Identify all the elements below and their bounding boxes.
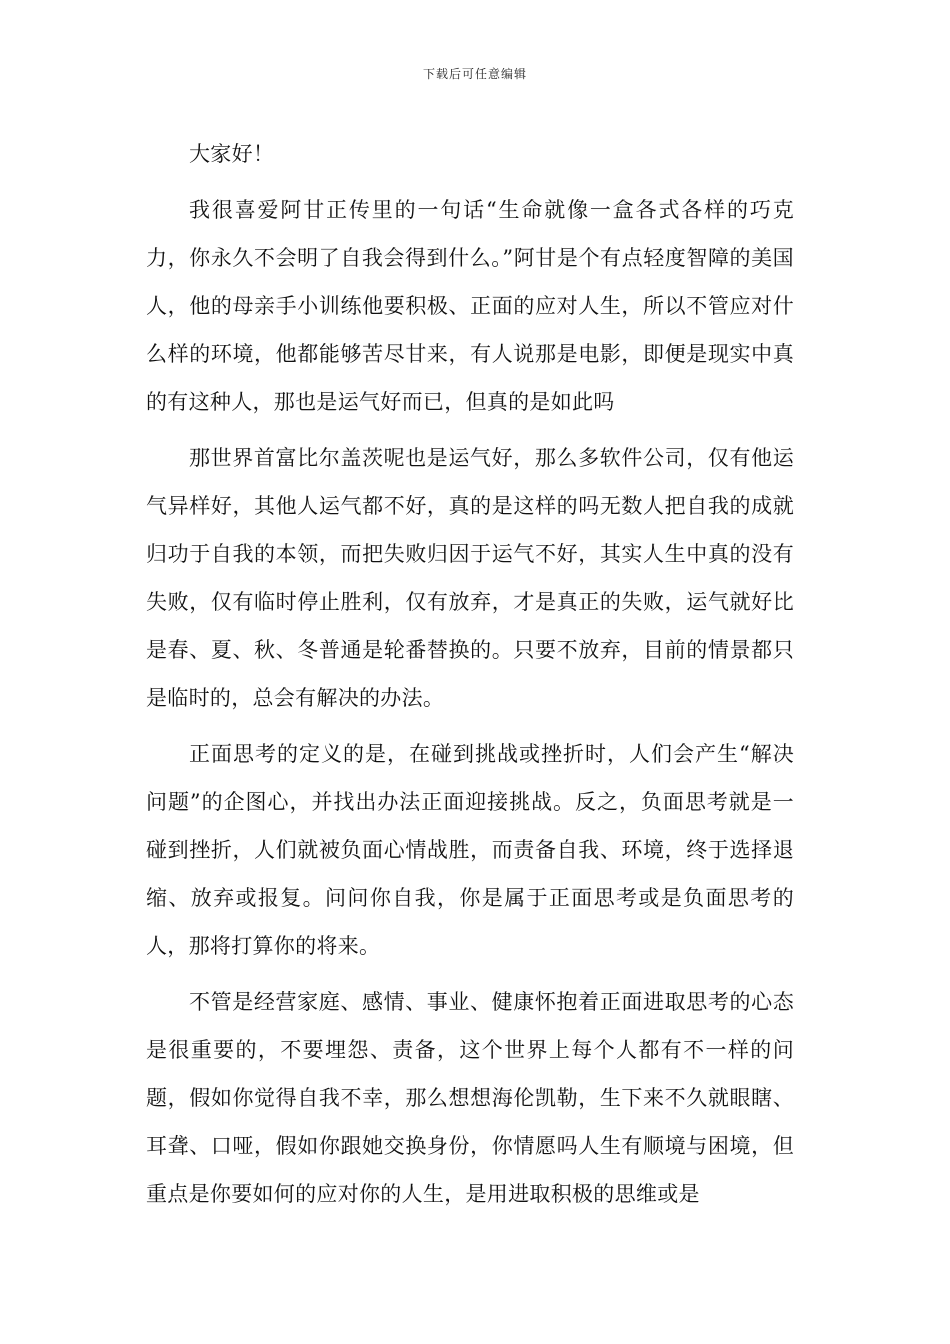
paragraph-mindset: 不管是经营家庭、感情、事业、健康怀抱着正面进取思考的心态是很重要的，不要埋怨、责备，这个世界上每个人都有不一样的问题，假如你觉得自我不幸，那么想想海伦凯勒，生下来不久就眼瞎、耳聋、口哑，假如你跟她交换身份，你情愿吗人生有顺境与困境，但重点是你要如何的应对你的人生，是用进取积极的思维或是 — [146, 990, 794, 1206]
paragraph-forrest-gump: 我很喜爱阿甘正传里的一句话“生命就像一盒各式各样的巧克力，你永久不会明了自我会得到什么。”阿甘是个有点轻度智障的美国人，他的母亲手小训练他要积极、正面的应对人生，所以不管应对什么样的环境，他都能够苦尽甘来，有人说那是电影，即便是现实中真的有这种人，那也是运气好而已，但真的是如此吗 — [146, 198, 794, 414]
page-header-note: 下载后可任意编辑 — [422, 67, 527, 81]
paragraph-greeting: 大家好！ — [189, 142, 275, 166]
paragraph-bill-gates: 那世界首富比尔盖茨呢也是运气好，那么多软件公司，仅有他运气异样好，其他人运气都不好，真的是这样的吗无数人把自我的成就归功于自我的本领，而把失败归因于运气不好，其实人生中真的没有失败，仅有临时停止胜利，仅有放弃，才是真正的失败，运气就好比是春、夏、秋、冬普通是轮番替换的。只要不放弃，目前的情景都只是临时的，总会有解决的办法。 — [146, 446, 794, 710]
paragraph-positive-thinking: 正面思考的定义的是，在碰到挑战或挫折时，人们会产生“解决问题”的企图心，并找出办法正面迎接挑战。反之，负面思考就是一碰到挫折，人们就被负面心情战胜，而责备自我、环境，终于选择退缩、放弃或报复。问问你自我，你是属于正面思考或是负面思考的人，那将打算你的将来。 — [146, 742, 794, 958]
document-body — [146, 130, 794, 1226]
